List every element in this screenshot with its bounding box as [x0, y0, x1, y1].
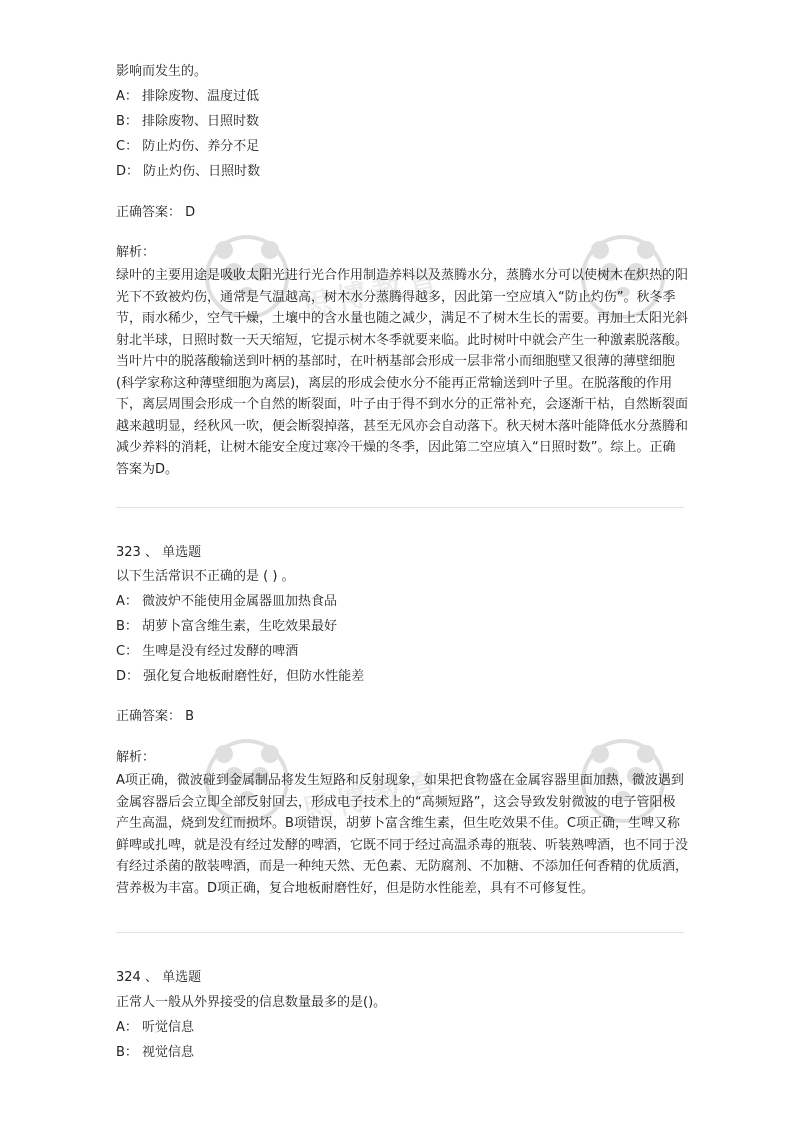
option-b: B： 胡萝卜富含维生素，生吃效果最好 [116, 619, 338, 634]
answer-line [116, 203, 195, 223]
analysis-text: 绿叶的主要用途是吸收太阳光进行光合作用制造养料以及蒸腾水分，蒸腾水分可以使树木在炽热的阳光下不致被灼伤，通常是气温越高，树木水分蒸腾得越多，因此第一空应填入“防止灼伤”。秋冬季节，雨水稀少，空气干燥，土壤中的含水量也随之减少，满足不了树木生长的需要。再加上太阳光斜射北半球，日照时数一天天缩短，它提示树木冬季就要来临。此时树叶中就会产生一种激素脱落酸。当叶片中的脱落酸输送到叶柄的基部时，在叶柄基部会形成一层非常小而细胞壁又很薄的薄壁细胞(科学家称这种薄壁细胞为离层)，离层的形成会使水分不能再正常输送到叶子里。在脱落酸的作用下，离层周围会形成一个自然的断裂面，叶子由于得不到水分的正常补充，会逐渐干枯，自然断裂面越来越明显，经秋风一吹，便会断裂掉落，甚至无风亦会自动落下。秋天树木落叶能降低水分蒸腾和减少养料的消耗，让树木能安全度过寒冷干燥的冬季，因此第二空应填入“日照时数”。综上。正确答案为D。 [116, 268, 689, 477]
answer-label: 正确答案： [116, 709, 182, 724]
answer-line [116, 707, 194, 727]
option-a: A： 听觉信息 [116, 1020, 195, 1035]
option-d: D： 强化复合地板耐磨性好，但防水性能差 [116, 669, 365, 684]
option-c: C： 生啤是没有经过发酵的啤酒 [116, 644, 299, 659]
question-stem: 以下生活常识不正确的是 ( ) 。 [116, 569, 295, 584]
analysis-label: 解析： [116, 750, 156, 765]
question-header: 324 、 单选题 [116, 970, 202, 985]
question-header: 323 、 单选题 [116, 545, 202, 560]
watermark-text: 思博教育 [298, 261, 447, 326]
option-b: B： 排除废物、日照时数 [116, 114, 260, 129]
option-a: A： 微波炉不能使用金属器皿加热食品 [116, 594, 338, 609]
option-d: D： 防止灼伤、日照时数 [116, 164, 261, 179]
question-divider [116, 507, 684, 508]
option-c: C： 防止灼伤、养分不足 [116, 139, 260, 154]
option-b: B： 视觉信息 [116, 1045, 195, 1060]
question-stem: 正常人一般从外界接受的信息数量最多的是()。 [116, 995, 387, 1010]
option-a: A： 排除废物、温度过低 [116, 89, 260, 104]
question-divider [116, 932, 684, 933]
answer-label: 正确答案： [116, 205, 182, 220]
answer-value: D [185, 205, 196, 220]
answer-value: B [185, 709, 195, 724]
analysis-label: 解析： [116, 245, 156, 260]
question-stem-tail: 影响而发生的。 [116, 64, 208, 79]
analysis-text: A项正确，微波碰到金属制品将发生短路和反射现象，如果把食物盛在金属容器里面加热，微波遇到金属容器后会立即全部反射回去，形成电子技术上的“高频短路”，这会导致发射微波的电子管阳极产生高温，烧到发红而损坏。B项错误，胡萝卜富含维生素，但生吃效果不佳。C项正确，生啤又称鲜啤或扎啤，就是没有经过发酵的啤酒，它既不同于经过高温杀毒的瓶装、听装熟啤酒，也不同于没有经过杀菌的散装啤酒，而是一种纯天然、无色素、无防腐剂、不加糖、不添加任何香精的优质酒，营养极为丰富。D项正确，复合地板耐磨性好，但是防水性能差，具有不可修复性。 [116, 773, 689, 896]
watermark-text: 思博教育 [298, 765, 447, 830]
